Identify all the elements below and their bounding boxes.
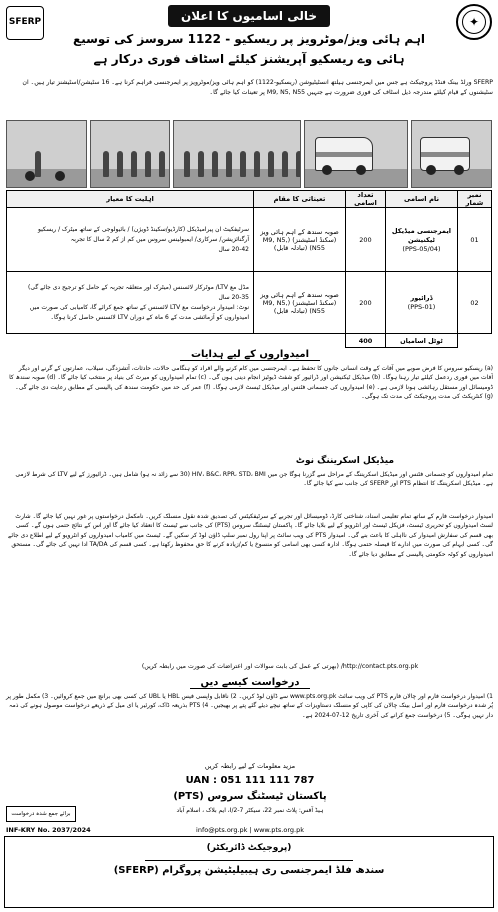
total-row [7, 334, 492, 348]
serial-number: 02 [458, 272, 492, 334]
photo-rescue-vehicle [411, 120, 492, 188]
pts-email: info@pts.org.pk [196, 826, 248, 834]
post-scale: (PPS-05/04) [402, 244, 441, 253]
headline-staff: ہائی وے ریسکیو آپریشنز کیلئے اسٹاف فوری درکار ہے [93, 52, 405, 66]
more-info-label: مزید معلومات کے لیے رابطہ کریں [204, 762, 296, 770]
total-label: ٹوٹل اسامیاں [386, 334, 458, 348]
age-limit: 20-42 سال [218, 245, 249, 253]
vacancy-table [6, 190, 492, 348]
table-header-row [7, 191, 492, 208]
qualification-text: سرٹیفکیٹ ان پیرامیڈیکل (کارڈیو/سکینڈ ڈویژن) / بائیولوجی کے ساتھ میٹرک / ریسکیو آرگنائزیشن/ سرکاری/ ایمبولینس سروس میں کم از کم 2 سال کا تجربہ [38, 225, 249, 243]
post-cell [386, 272, 458, 334]
post-count: 200 [346, 208, 386, 272]
post-cell [386, 208, 458, 272]
footer-box [4, 836, 494, 908]
photo-strip [6, 120, 492, 188]
uan-number: UAN : 051 111 111 787 [185, 775, 315, 786]
vacancy-banner: خالی اسامیوں کا اعلان [168, 5, 330, 27]
age-limit: 20-35 سال [218, 293, 249, 301]
post-name: ڈرائیور [410, 294, 433, 302]
pts-website: www.pts.org.pk [253, 826, 304, 834]
photo-motorcycle [6, 120, 87, 188]
total-value: 400 [346, 334, 386, 348]
inf-number: INF-KRY No. 2037/2024 [6, 826, 91, 834]
posting-location: صوبہ سندھ کے اہم ہائی ویز (سکنڈ اسٹیشنز) (M9, N5, N55) (تبادلہ قابل) [254, 208, 346, 272]
pts-contacts: info@pts.org.pk | www.pts.org.pk [196, 826, 304, 834]
how-to-apply-title: درخواست کیسے دیں [190, 677, 310, 689]
sferp-logo [6, 6, 44, 40]
guidelines-title: امیدواروں کے لیے ہدایات [180, 349, 320, 361]
qualification-cell [7, 208, 254, 272]
column-header: تعداد اسامی [346, 191, 386, 208]
qualification-cell [7, 272, 254, 334]
post-scale: (PPS-01) [407, 303, 436, 311]
post-count: 200 [346, 272, 386, 334]
table-row [7, 272, 492, 334]
serial-number: 01 [458, 208, 492, 272]
column-header: نام اسامی [386, 191, 458, 208]
column-header: اہلیت کا معیار [7, 191, 254, 208]
sferp-logo-text: SFERP [8, 17, 42, 28]
posting-location: صوبہ سندھ کے اہم ہائی ویز (سکنڈ اسٹیشنز) (M9, N5, N55) (تبادلہ قابل) [254, 272, 346, 334]
photo-parade [173, 120, 301, 188]
guidelines-text: (a) ریسکیو سروس کا فرض صوبے میں آفات کے وقت انسانی جانوں کا تحفظ ہے۔ ایمرجنسی میں کام کرنے والے افراد کو ہنگامی حالات، حادثات، آتشزدگی، سیلاب، عمارتوں کے گرنے اور دیگر آفات میں فوری ردعمل کیلئے تیار رہنا ہوگا۔ (b) میڈیکل ٹیکنیشن اور ڈرائیور کو شفٹ ڈیوٹیز انجام دینی ہوں گی۔ (c) تمام امیدواروں کو میرٹ کی بنیاد پر منتخب کیا جائے گا۔ (d) صوبہ سندھ کا ڈومیسائل اور مستقل رہائشی ہونا لازمی ہے۔ (e) امیدواروں کی جسمانی فٹنس اور میڈیکل ٹیسٹ لازمی ہوگا۔ (f) عمر کی حد میں حکومت سندھ کی پالیسی کے مطابق رعایت دی جائے گی۔ (g) کنٹریکٹ کی مدت پروجیکٹ کی مدت تک ہوگی۔ [9, 365, 493, 401]
sindh-government-seal-icon: ✦ [456, 4, 492, 40]
photo-rescue-team [90, 120, 171, 188]
column-header: نمبر شمار [458, 191, 492, 208]
how-to-apply-text: 1) امیدوار درخواست فارم اور چالان فارم PTS کی ویب سائٹ www.pts.org.pk سے ڈاؤن لوڈ کریں۔ 2) ناقابل واپسی فیس HBL یا UBL کی کسی بھی برانچ میں جمع کروائیں۔ 3) مکمل طور پر پُر شدہ درخواست فارم اور اصل بینک چالان کی کاپی کو منسلک دستاویزات کے ساتھ نیچے دیئے گئے پتے پر بھیجیں۔ 4) PTS بذریعہ ڈاک، کورئیر یا ای میل کے ذریعے درخواست موصول ہونے کی ذمہ دار نہیں ہوگی۔ 5) درخواست جمع کرانے کی آخری تاریخ 12-07-2024 ہے۔ [6, 693, 493, 719]
medical-screening-text: تمام امیدواروں کو جسمانی فٹنس اور میڈیکل اسکریننگ کے مراحل سے گزرنا ہوگا جن میں HIV، B&C، RPR، STD، BMI (30 سے زائد نہ ہو) شامل ہیں۔ ڈرائیورز کے لیے LTV کی شرط لازمی ہے۔ میڈیکل اسکریننگ کا انتظام PTS اور SFERP کی جانب سے کیا جائے گا۔ [15, 471, 493, 488]
instructions-text: امیدوار درخواست فارم کے ساتھ تمام تعلیمی اسناد، شناختی کارڈ، ڈومیسائل اور تجربے کے سرٹیفکیٹس کی تصدیق شدہ نقول منسلک کریں۔ نامکمل درخواستوں پر غور نہیں کیا جائے گا۔ شارٹ لسٹ امیدواروں کو تحریری ٹیسٹ، فزیکل ٹیسٹ اور انٹرویو کے لیے بلایا جائے گا۔ پاکستان ٹیسٹنگ سروس (PTS) کی جانب سے ٹیسٹ کا انعقاد کیا جائے گا اور اس کے نتائج حتمی ہوں گے۔ کسی بھی قسم کی سفارش امیدوار کی نااہلی کا باعث بنے گی۔ امیدوار PTS کی ویب سائٹ پر اپنا رول نمبر سلپ ڈاؤن لوڈ کر سکیں گے۔ ٹیسٹ میں کامیاب امیدواروں کو انٹرویو کے لیے اطلاع دی جائے گی۔ کسی ابہام کی صورت میں ادارے کا فیصلہ حتمی ہوگا۔ ادارہ کسی بھی اسامی کو منسوخ یا کم/زیادہ کرنے کا حق محفوظ رکھتا ہے۔ کسی قسم کی TA/DA ادا نہیں کی جائے گی۔ مستحق امیدواروں کو کوٹہ حکومتی پالیسی کے مطابق دیا جائے گا۔ [8, 513, 493, 558]
program-name: سندھ فلڈ ایمرجنسی ری ہیبیلیٹیشن پروگرام (SFERP) [113, 865, 385, 876]
project-director: (پروجیکٹ ڈائریکٹر) [206, 843, 292, 853]
pts-name: پاکستان ٹیسٹنگ سروس (PTS) [173, 791, 327, 802]
contact-url-line: http://contact.pts.org.pk/ (بھرتی کے عمل کی بابت سوالات اور اعتراضات کی صورت میں رابطہ کریں) [141, 663, 419, 670]
office-use-box: برائے جمع شدہ درخواست [6, 806, 76, 822]
medical-screening-title: میڈیکل اسکریننگ نوٹ [295, 456, 395, 466]
post-name: ایمرجنسی میڈیکل ٹیکنیشن [391, 226, 452, 244]
qualification-text: مڈل مع LTV/ موٹرکار لائسنس (میٹرک اور متعلقہ تجربہ کے حامل کو ترجیح دی جائے گی) [28, 283, 249, 291]
headline-rescue: اہم ہائی ویز/موٹرویز پر ریسکیو - 1122 سروسز کی توسیع [73, 32, 425, 46]
table-row [7, 208, 492, 272]
photo-ambulance-van [304, 120, 408, 188]
pts-address: ہیڈ آفس: پلاٹ نمبر 22، سیکٹر 7-I/2، ایم بلاک ، اسلام آباد [176, 807, 324, 814]
qualification-note: نوٹ: امیدوار درخواست مع LTV لائسنس کے ساتھ جمع کرائے گا، کامیابی کی صورت میں امیدواروں کو آزمائشی مدت کے 6 ماہ کے دوران LTV لائسنس حاصل کرنا ہوگا۔ [29, 303, 249, 321]
intro-paragraph: SFERP ورلڈ بینک فنڈڈ پروجیکٹ ہے جس میں ایمرجنسی ہیلتھ انسٹیٹیوشن (ریسکیو-1122) کو اہم ہائی ویز/موٹرویز پر ایمرجنسی فراہم کرنا ہے۔ 16 سٹیشن/اسٹیشنز تیار ہیں۔ ان سٹیشنوں کے قیام کیلئے مندرجہ ذیل اسٹاف کی فوری ضرورت ہے جنہیں M9, N5, N55 پر تعینات کیا جائے گا۔ [22, 79, 493, 96]
column-header: تعیناتی کا مقام [254, 191, 346, 208]
